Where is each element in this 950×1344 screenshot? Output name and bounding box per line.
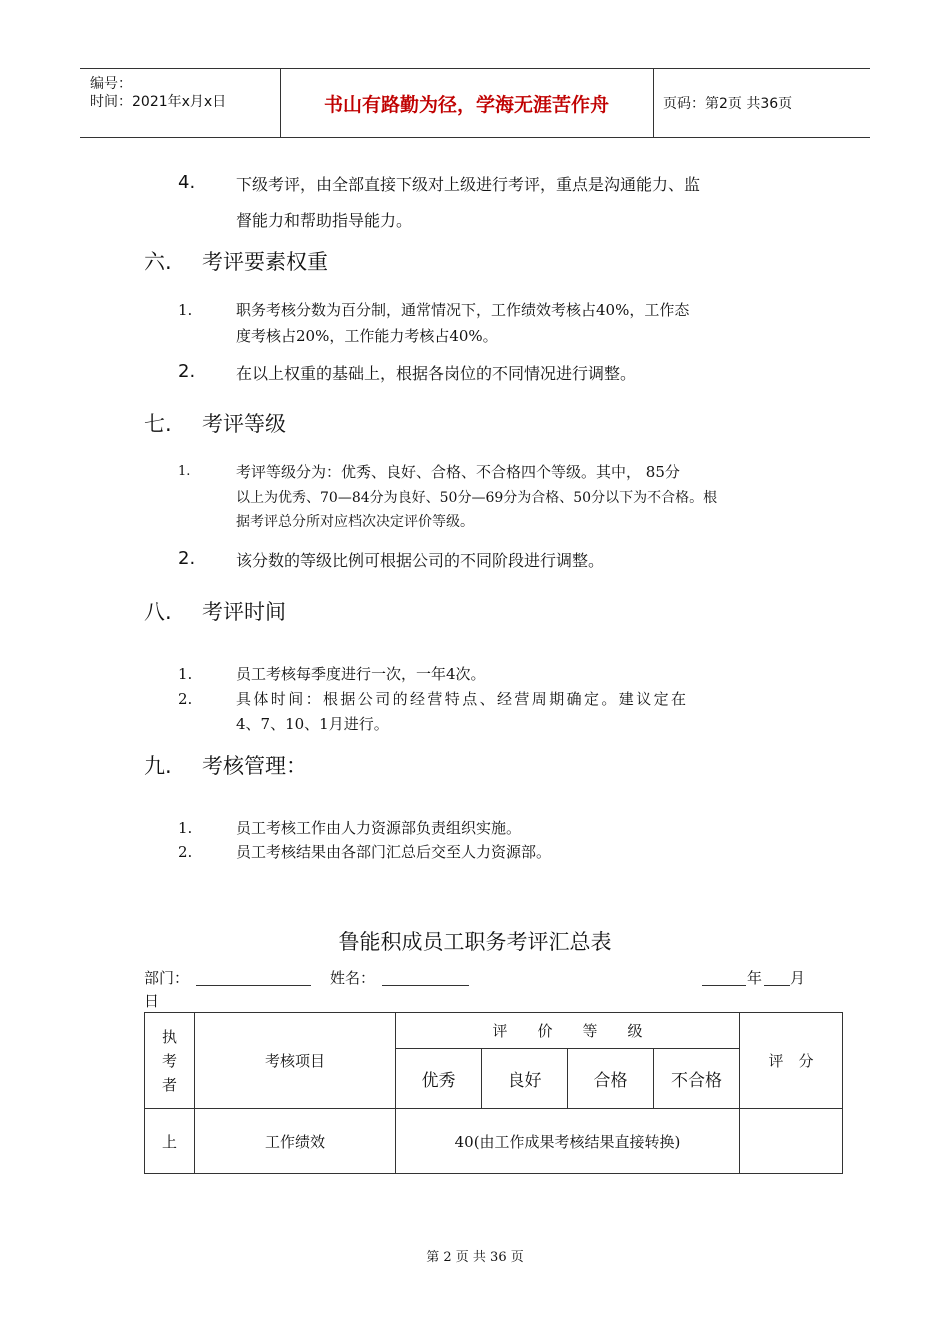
section-number: 九. xyxy=(144,754,172,778)
paragraph-line: 以上为优秀、70—84分为良好、50分—69分为合格、50分以下为不合格。根 xyxy=(236,490,718,506)
paragraph-line: 该分数的等级比例可根据公司的不同阶段进行调整。 xyxy=(236,551,605,570)
row-score-cell[interactable] xyxy=(740,1109,843,1174)
paragraph-line: 员工考核工作由人力资源部负责组织实施。 xyxy=(236,819,522,837)
paragraph-line: 4、7、10、1月进行。 xyxy=(236,715,389,733)
section-title: 考评等级 xyxy=(202,412,286,436)
form-title: 鲁能积成员工职务考评汇总表 xyxy=(338,930,612,954)
row-evaluator: 上 xyxy=(145,1109,195,1174)
section-title: 考评要素权重 xyxy=(202,250,328,274)
dept-label: 部门： xyxy=(144,969,190,987)
paragraph-line: 在以上权重的基础上，根据各岗位的不同情况进行调整。 xyxy=(236,364,637,383)
page-footer: 第 2 页 共 36 页 xyxy=(426,1250,524,1265)
item-number: 2. xyxy=(178,690,193,708)
name-label: 姓名： xyxy=(330,969,376,987)
item-number: 2. xyxy=(178,843,193,861)
header-motto: 书山有路勤为径，学海无涯苦作舟 xyxy=(280,69,654,137)
section-number: 七. xyxy=(144,412,172,436)
grade-pass: 合格 xyxy=(568,1049,654,1109)
serial-label: 编号： xyxy=(90,76,132,92)
grade-excellent: 优秀 xyxy=(396,1049,482,1109)
grade-fail: 不合格 xyxy=(654,1049,740,1109)
row-grade-note: 40(由工作成果考核结果直接转换) xyxy=(396,1109,740,1174)
header-item: 考核项目 xyxy=(195,1013,396,1109)
paragraph-line: 下级考评，由全部直接下级对上级进行考评，重点是沟通能力、监 xyxy=(236,175,701,194)
day-label: 日 xyxy=(144,992,160,1010)
summary-table xyxy=(144,1012,843,1174)
year-label: 年 xyxy=(747,969,763,987)
header-meta xyxy=(80,69,281,137)
paragraph-line: 员工考核结果由各部门汇总后交至人力资源部。 xyxy=(236,843,552,861)
month-label: 月 xyxy=(790,969,806,987)
item-number: 1. xyxy=(178,301,193,319)
header-evaluator: 执考者 xyxy=(145,1013,195,1109)
section-number: 八. xyxy=(144,600,172,624)
paragraph-line: 据考评总分所对应档次决定评价等级。 xyxy=(236,514,474,530)
section-number: 六. xyxy=(144,250,172,274)
header-grade: 评 价 等 级 xyxy=(396,1013,740,1049)
grade-good: 良好 xyxy=(482,1049,568,1109)
name-field[interactable] xyxy=(382,985,469,986)
section-title: 考核管理： xyxy=(202,754,307,778)
paragraph-line: 考评等级分为：优秀、良好、合格、不合格四个等级。其中， 85分 xyxy=(236,463,680,481)
page-header xyxy=(80,68,870,138)
paragraph-line: 度考核占20%，工作能力考核占40%。 xyxy=(236,327,498,345)
month-field[interactable] xyxy=(764,985,790,986)
item-number: 2. xyxy=(178,548,196,569)
year-field[interactable] xyxy=(702,985,746,986)
item-number: 2. xyxy=(178,361,196,382)
date-label: 时间：2021年x月x日 xyxy=(90,94,227,110)
item-number: 1. xyxy=(178,464,191,479)
row-item: 工作绩效 xyxy=(195,1109,396,1174)
item-number: 1. xyxy=(178,665,193,683)
table-row xyxy=(145,1109,843,1174)
item-number: 1. xyxy=(178,819,193,837)
section-title: 考评时间 xyxy=(202,600,286,624)
header-page-info: 页码：第2页 共36页 xyxy=(663,96,793,112)
paragraph-line: 员工考核每季度进行一次，一年4次。 xyxy=(236,665,486,683)
paragraph-line: 职务考核分数为百分制，通常情况下，工作绩效考核占40%，工作态 xyxy=(236,301,690,319)
paragraph-line: 督能力和帮助指导能力。 xyxy=(236,211,413,230)
dept-field[interactable] xyxy=(196,985,311,986)
header-score: 评 分 xyxy=(740,1013,843,1109)
paragraph-line: 具体时间：根据公司的经营特点、经营周期确定。建议定在 xyxy=(236,690,689,708)
item-number: 4. xyxy=(178,172,196,193)
